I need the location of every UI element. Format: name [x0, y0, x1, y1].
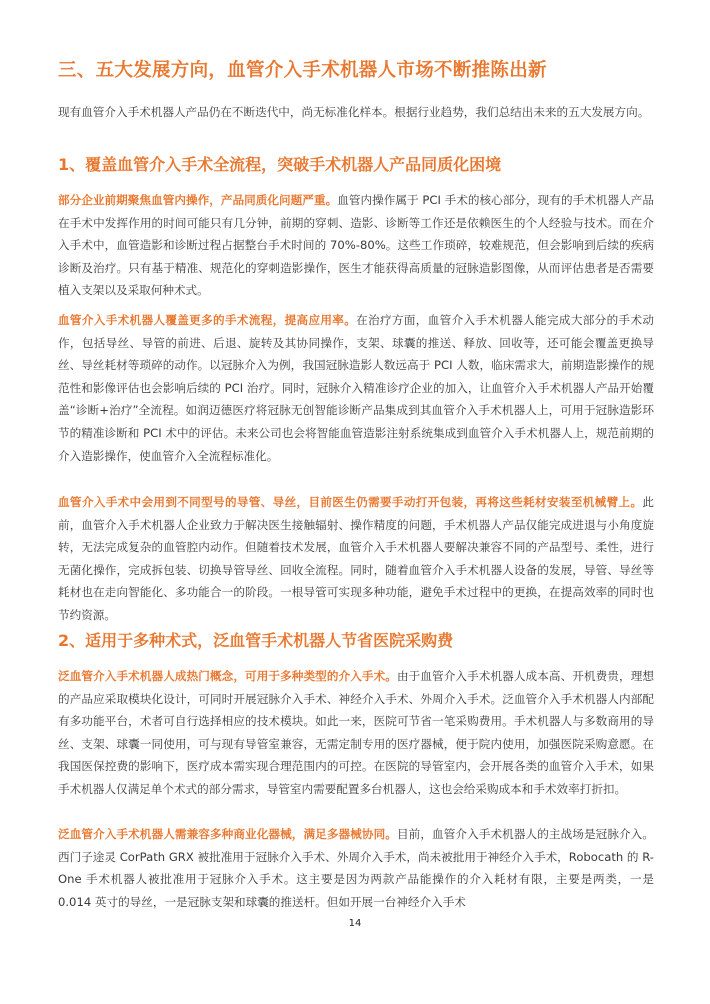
paragraph-body: 此前，血管介入手术机器人企业致力于解决医生接触辐射、操作精度的问题，手术机器人产品仅能完成进退与小角度旋转，无法完成复杂的血管腔内动作。但随着技术发展，血管介入手术机器人要解决兼容不同的产品型号、柔性，进行无菌化操作，完成拆包装、切换导管导丝、回收全流程。同时，随着血管介入手术机器人设备的发展，导管、导丝等耗材也在走向智能化、多功能合一的阶段。一根导管可实现多种功能，避免手术过程中的更换，在提高效率的同时也节约资源。: [58, 495, 654, 622]
paragraph-body: 目前，血管介入手术机器人的主战场是冠脉介入。西门子途灵 CorPath GRX 被批准用于冠脉介入手术、外周介入手术，尚未被批用于神经介入手术，Robocath 的 R-One 手术机器人被批准用于冠脉介入手术。这主要是因为两款产品能操作的介入耗材有限，主要是两类，一是 0.014 英寸的导丝，一是冠脉支架和球囊的推送杆。但如开展一台神经介入手术: [58, 827, 654, 909]
section-1-paragraph-2: [58, 309, 654, 467]
section-1-paragraph-1: [58, 189, 654, 302]
main-heading: 三、五大发展方向，血管介入手术机器人市场不断推陈出新: [58, 60, 547, 81]
section-2-heading: 2、适用于多种术式，泛血管手术机器人节省医院采购费: [58, 631, 454, 650]
section-2-paragraph-2: [58, 823, 654, 913]
section-2-paragraph-1: [58, 665, 654, 801]
paragraph-body: 在治疗方面，血管介入手术机器人能完成大部分的手术动作，包括导丝、导管的前进、后退、旋转及其协同操作，支架、球囊的推送、释放、回收等，还可能会覆盖更换导丝、导丝耗材等琐碎的动作。以冠脉介入为例，我国冠脉造影人数远高于 PCI 人数，临床需求大，前期造影操作的规范性和影像评估也会影响后续的 PCI 治疗。同时，冠脉介入精准诊疗企业的加入，让血管介入手术机器人产品开始覆盖“诊断+治疗”全流程。如润迈德医疗将冠脉无创智能诊断产品集成到其血管介入手术机器人上，可用于冠脉造影环节的精准诊断和 PCI 术中的评估。未来公司也会将智能血管造影注射系统集成到血管介入手术机器人上，规范前期的介入造影操作，使血管介入全流程标准化。: [58, 313, 654, 463]
paragraph-lead: 血管介入手术中会用到不同型号的导管、导丝，目前医生仍需要手动打开包装，再将这些耗材安装至机械臂上。: [58, 495, 643, 509]
paragraph-lead: 泛血管介入手术机器人成热门概念，可用于多种类型的介入手术。: [58, 669, 397, 683]
section-1-heading: 1、覆盖血管介入手术全流程，突破手术机器人产品同质化困境: [58, 155, 502, 174]
section-1-paragraph-3: [58, 491, 654, 627]
paragraph-lead: 泛血管介入手术机器人需兼容多种商业化器械，满足多器械协同。: [58, 827, 397, 841]
paragraph-body: 血管内操作属于 PCI 手术的核心部分，现有的手术机器人产品在手术中发挥作用的时间可能只有几分钟，前期的穿刺、造影、诊断等工作还是依赖医生的个人经验与技术。而在介入手术中，血管造影和诊断过程占据整台手术时间的 70%-80%。这些工作琐碎，较难规范，但会影响到后续的疾病诊断及治疗。只有基于精准、规范化的穿刺造影操作，医生才能获得高质量的冠脉造影图像，从而评估患者是否需要植入支架以及采取何种术式。: [58, 193, 654, 298]
intro-paragraph: 现有血管介入手术机器人产品仍在不断迭代中，尚无标准化样本。根据行业趋势，我们总结出未来的五大发展方向。: [58, 105, 650, 119]
paragraph-lead: 血管介入手术机器人覆盖更多的手术流程，提高应用率。: [58, 313, 357, 327]
paragraph-body: 由于血管介入手术机器人成本高、开机费贵，理想的产品应采取模块化设计，可同时开展冠脉介入手术、神经介入手术、外周介入手术。泛血管介入手术机器人内部配有多功能平台，术者可自行选择相应的技术模块。如此一来，医院可节省一笔采购费用。手术机器人与多数商用的导丝、支架、球囊一同使用，可与现有导管室兼容，无需定制专用的医疗器械，便于院内使用，加强医院采购意愿。在我国医保控费的影响下，医疗成本需实现合理范围内的可控。在医院的导管室内，会开展各类的血管介入手术，如果手术机器人仅满足单个术式的部分需求，导管室内需要配置多台机器人，这也会给采购成本和手术效率打折扣。: [58, 669, 654, 796]
paragraph-lead: 部分企业前期聚焦血管内操作，产品同质化问题严重。: [58, 193, 338, 207]
page-number: 14: [348, 918, 362, 929]
